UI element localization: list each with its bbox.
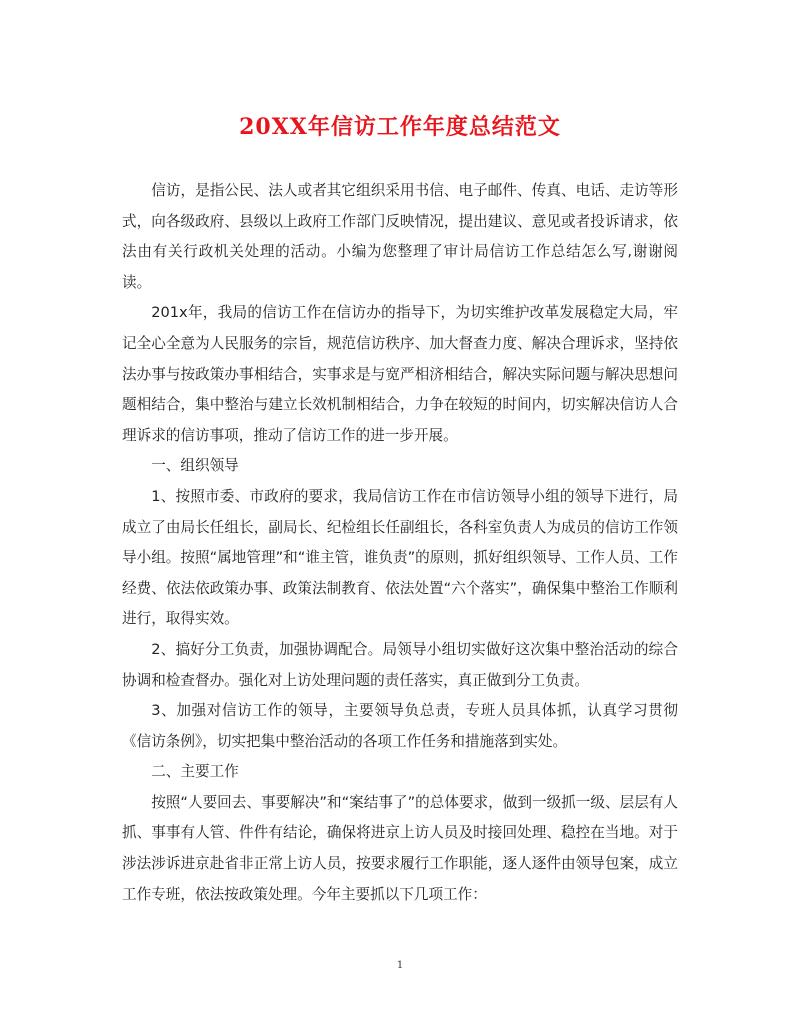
paragraph-main-work: 按照“人要回去、事要解决”和“案结事了”的总体要求，做到一级抓一级、层层有人抓、事事有人管、件件有结论，确保将进京上访人员及时接回处理、稳控在当地。对于涉法涉诉进京赴省非正常上访人员，按要求履行工作职能，逐人逐件由领导包案，成立工作专班，依法按政策处理。今年主要抓以下几项工作：: [122, 793, 678, 903]
paragraph-item-2: 2、搞好分工负责，加强协调配合。局领导小组切实做好这次集中整治活动的综合协调和检查督办。强化对上访处理问题的责任落实，真正做到分工负责。: [122, 640, 678, 689]
paragraph-intro: 信访，是指公民、法人或者其它组织采用书信、电子邮件、传真、电话、走访等形式，向各级政府、县级以上政府工作部门反映情况，提出建议、意见或者投诉请求，依法由有关行政机关处理的活动。小编为您整理了审计局信访工作总结怎么写,谢谢阅读。: [122, 182, 678, 291]
paragraph-overview: 201x年，我局的信访工作在信访办的指导下，为切实维护改革发展稳定大局，牢记全心全意为人民服务的宗旨，规范信访秩序、加大督查力度、解决合理诉求，坚持依法办事与按政策办事相结合，实事求是与宽严相济相结合，解决实际问题与解决思想问题相结合，集中整治与建立长效机制相结合，力争在较短的时间内，切实解决信访人合理诉求的信访事项，推动了信访工作的进一步开展。: [122, 304, 678, 444]
paragraph-item-1: 1、按照市委、市政府的要求，我局信访工作在市信访领导小组的领导下进行，局成立了由局长任组长，副局长、纪检组长任副组长，各科室负责人为成员的信访工作领导小组。按照“属地管理”和“谁主管，谁负责”的原则，抓好组织领导、工作人员、工作经费、依法依政策办事、政策法制教育、依法处置“六个落实”，确保集中整治工作顺利进行，取得实效。: [122, 487, 678, 628]
document-body: [122, 176, 678, 910]
section-heading-main-work: 二、主要工作: [151, 763, 239, 781]
document-title: 20XX年信访工作年度总结范文: [239, 114, 561, 140]
page-number: 1: [396, 960, 404, 971]
paragraph-item-3: 3、加强对信访工作的领导，主要领导负总责，专班人员具体抓，认真学习贯彻《信访条例》，切实把集中整治活动的各项工作任务和措施落到实处。: [122, 702, 678, 750]
section-heading-organization: 一、组织领导: [151, 457, 239, 475]
